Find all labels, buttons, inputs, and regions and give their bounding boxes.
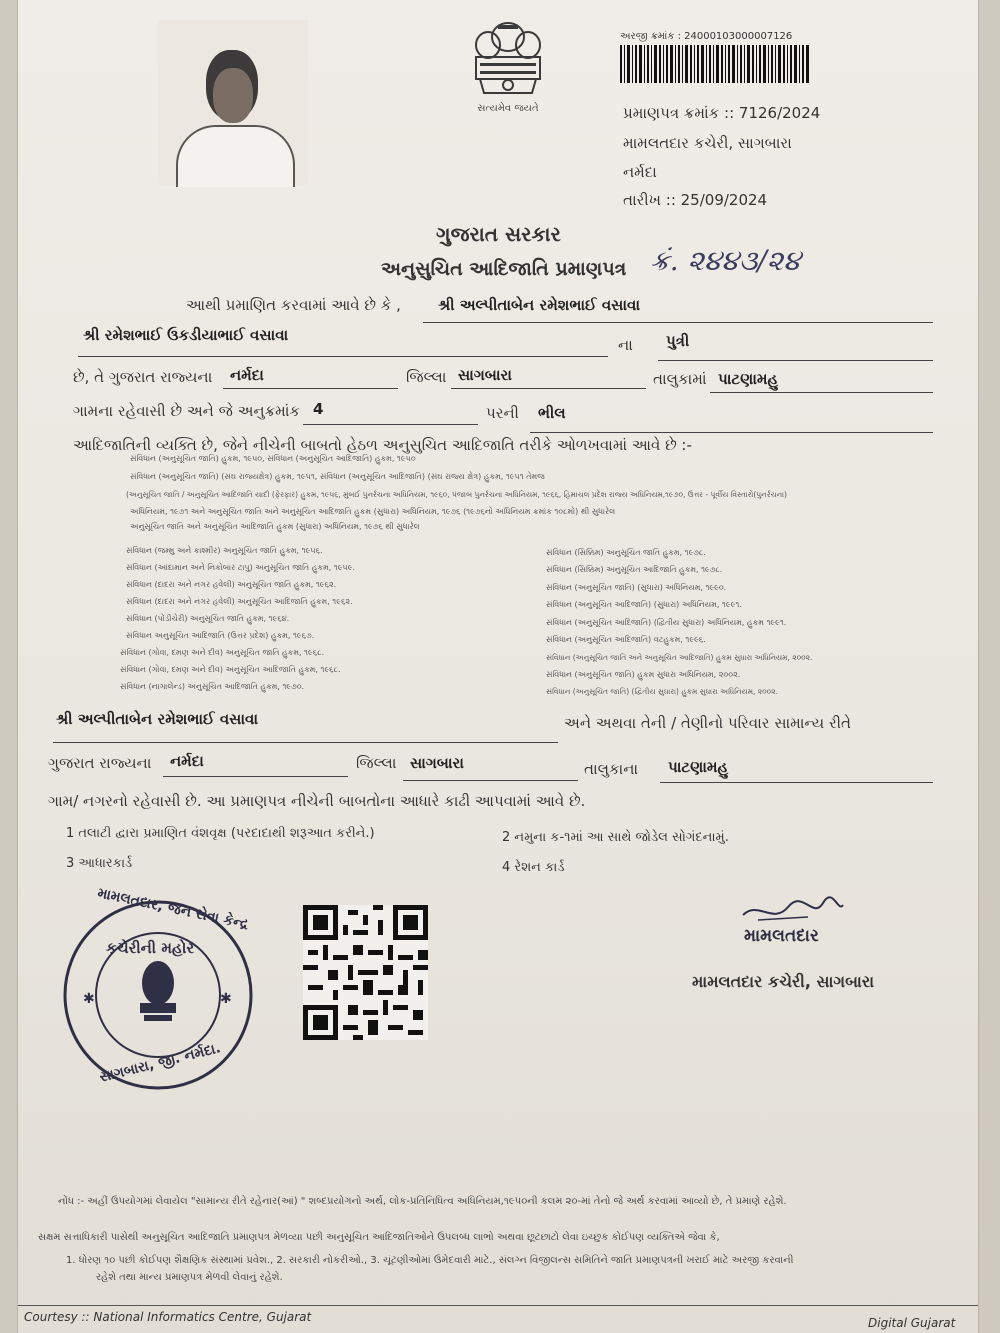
- order-left-item: સંવિધાન (દાદરા અને નગર હવેલી) અનુસૂચિત જાતિ હુકમ, ૧૯૬૨.: [126, 580, 337, 589]
- serial-number: 4: [313, 400, 324, 418]
- application-number: અરજી ક્રમાંક : 24000103000007126: [620, 31, 793, 42]
- order-left-item: સંવિધાન (ગોવા, દમણ અને દીવ) અનુસૂચિત જાતિ હુકમ, ૧૯૬૮.: [120, 648, 325, 657]
- note-line: રહેશે તથા માન્ય પ્રમાણપત્ર મેળવી લેવાનું રહેશે.: [96, 1272, 283, 1283]
- seal-inner-text: કચેરીની મહોર: [106, 939, 195, 957]
- par-label: પરની: [486, 404, 519, 422]
- order-left-item: સંવિધાન (જમ્મુ અને કાશ્મીર) અનુસૂચિત જાતિ હુકમ, ૧૯૫૬.: [126, 546, 323, 555]
- resident-text: ગામના રહેવાસી છે અને જે અનુક્રમાંક: [73, 402, 301, 420]
- lower-taluka-value: સાગબારા: [410, 754, 464, 772]
- applicant-photo: [158, 20, 308, 185]
- basis-item: 2 નમુના ક-૧માં આ સાથે જોડેલ સોગંદનામું.: [502, 830, 729, 845]
- qr-code: [303, 905, 428, 1040]
- barcode: [620, 45, 810, 83]
- order-line: (અનુસૂચિત જાતિ / અનુસૂચિત આદિજાતિ યાદી (ફેરફાર) હુકમ, ૧૯૫૬, મુંબઈ પુનર્રચના અધિનિયમ, ૧૯૬૦, પંજાબ પુનર્રચના અધિનિયમ, ૧૯૬૬, હિમાચલ પ્રદેશ રાજ્ય અધિનિયમ,૧૯૭૦, ઉત્તર - પૂર્વીય વિસ્તારો(પુનર્રચના): [126, 490, 787, 499]
- order-right-item: સંવિધાન (અનુસૂચિત આદિજાતિ) (સુધારા) અધિનિયમ, ૧૯૯૧.: [546, 600, 742, 609]
- order-right-item: સંવિધાન (અનુસૂચિત જાતિ) (સુધારા) અધિનિયમ, ૧૯૯૦.: [546, 583, 727, 592]
- state-prefix: છે, તે ગુજરાત રાજ્યના: [73, 368, 213, 386]
- family-text: અને અથવા તેની / તેણીનો પરિવાર સામાન્ય રીતે: [564, 714, 851, 732]
- issuing-office: મામલતદાર કચેરી, સાગબારા: [623, 134, 792, 152]
- lower-taluka-label: તાલુકાના: [584, 760, 639, 778]
- father-name: શ્રી રમેશભાઈ ઉકડીયાભાઈ વસાવા: [83, 326, 289, 344]
- order-left-item: સંવિધાન (આંદામાન અને નિકોબાર ટાપુ) અનુસૂચિત જાતિ હુકમ, ૧૯૫૯.: [126, 563, 356, 572]
- signatory-office: મામલતદાર કચેરી, સાગબારા: [692, 972, 875, 991]
- order-right-item: સંવિધાન (અનુસૂચિત આદિજાતિ) (દ્વિતીય સુધારા) અધિનિયમ, હુકમ ૧૯૯૧.: [546, 618, 787, 627]
- order-right-item: સંવિધાન (સિક્કિમ) અનુસૂચિત આદિજાતિ હુકમ, ૧૯૭૮.: [546, 565, 723, 574]
- signature-icon: [738, 895, 848, 930]
- footer-divider: [18, 1305, 978, 1306]
- certificate-number: પ્રમાણપત્ર ક્રમાંક :: 7126/2024: [623, 104, 821, 122]
- order-line: અધિનિયમ, ૧૯૭૧ અને અનુસૂચિત જાતિ અને અનુસૂચિત આદિજાતિ હુકમ (સુધારા) અધિનિયમ, ૧૯૭૬ (૧૯૭૬નો અધિનિયમ ક્રમાંક ૧૦૮મો) થી સુધારેલ: [130, 507, 616, 516]
- certificate-title: અનુસુચિત આદિજાતિ પ્રમાણપત્ર: [381, 258, 627, 280]
- lower-state-prefix: ગુજરાત રાજ્યના: [48, 754, 152, 772]
- tribe-value: ભીલ: [538, 404, 566, 422]
- basis-item: 4 રેશન કાર્ડ: [502, 860, 565, 875]
- note-line: નોંધ :- અહીં ઉપયોગમાં લેવાયેલ "સામાન્ય રીતે રહેનાર(આં) " શબ્દપ્રયોગનો અર્થ, લોક-પ્રતિનિધિત્વ અધિનિયમ,૧૯૫૦ની કલમ ૨૦-માં તેનો જે અર્થ કરવામાં આવ્યો છે, તે પ્રમાણે રહેશે.: [58, 1196, 787, 1207]
- digital-gujarat-text: Digital Gujarat: [868, 1316, 956, 1330]
- order-left-item: સંવિધાન (પોંડીચેરી) અનુસૂચિત જાતિ હુકમ, ૧૯૬૪.: [126, 614, 290, 623]
- village-value: પાટણામહુ: [718, 370, 779, 388]
- lower-district-label: જિલ્લા: [356, 754, 397, 772]
- official-seal: [58, 885, 258, 1095]
- order-left-item: સંવિધાન અનુસૂચિત આદિજાતિ (ઉત્તર પ્રદેશ) હુકમ, ૧૯૬૭.: [126, 631, 315, 640]
- order-right-item: સંવિધાન (અનુસૂચિત જાતિ) હુકમ સુધારા અધિનિયમ, ૨૦૦૨.: [546, 670, 741, 679]
- order-left-item: સંવિધાન (નાગાલેન્ડ) અનુસૂચિત આદિજાતિ હુકમ, ૧૯૭૦.: [120, 682, 305, 691]
- declaration-text: આદિજાતિની વ્યક્તિ છે, જેને નીચેની બાબતો હેઠળ અનુસુચિત આદિજાતિ તરીકે ઓળખવામાં આવે છે :-: [73, 436, 692, 454]
- lower-village-value: પાટણામહુ: [668, 758, 729, 776]
- emblem-caption: સત્યમેવ જયતે: [477, 103, 539, 114]
- order-right-item: સંવિધાન (સિક્કિમ) અનુસૂચિત જાતિ હુકમ, ૧૯૭૮.: [546, 548, 706, 557]
- svg-text:✱: ✱: [83, 991, 95, 1007]
- taluka-value: સાગબારા: [458, 366, 512, 384]
- applicant-name: શ્રી અલ્પીતાબેન રમેશભાઈ વસાવા: [438, 296, 641, 314]
- signatory-designation: મામલતદાર: [744, 926, 819, 946]
- issue-date: તારીખ :: 25/09/2024: [623, 191, 768, 209]
- relation: પુત્રી: [666, 332, 690, 350]
- certificate-page: [18, 0, 978, 1333]
- basis-text: ગામ/ નગરનો રહેવાસી છે. આ પ્રમાણપત્ર નીચેની બાબતોના આધારે કાઢી આપવામાં આવે છે.: [48, 792, 586, 810]
- order-line: સંવિધાન (અનુસૂચિત જાતિ) (સંઘ રાજ્યક્ષેત્ર) હુકમ, ૧૯૫૧, સંવિધાન (અનુસૂચિત આદિજાતિ) (સંઘ રાજ્ય ક્ષેત્ર) હુકમ, ૧૯૫૧ તેમજ: [130, 472, 545, 481]
- issuing-district: નર્મદા: [623, 163, 657, 181]
- seal-bottom-text: સાગબારા, જી. નર્મદા.: [97, 1040, 223, 1086]
- government-title: ગુજરાત સરકાર: [436, 222, 561, 246]
- note-line: 1. ધોરણ ૧૦ પછી કોઈપણ શૈક્ષણિક સંસ્થામાં પ્રવેશ., 2. સરકારી નોકરીઓ., 3. ચૂંટણીઓમાં ઉમેદવારી માટે., સંલગ્ન વિજીલન્સ સમિતિને જાતિ પ્રમાણપત્રની ખરાઈ માટે અરજી કરવાની: [66, 1255, 794, 1266]
- taluka-label: તાલુકામાં: [653, 370, 707, 388]
- basis-item: 3 આધારકાર્ડ: [66, 856, 133, 871]
- order-right-item: સંવિધાન (અનુસૂચિત જાતિ) (દ્વિતીય સુધારા) હુકમ સુધારા અધિનિયમ, ૨૦૦૨.: [546, 687, 778, 696]
- basis-item: 1 તલાટી દ્વારા પ્રમાણિત વંશવૃક્ષ (પરદાદાથી શરૂઆત કરીને.): [66, 826, 375, 841]
- order-line: સંવિધાન (અનુસૂચિત જાતિ) હુકમ, ૧૯૫૦, સંવિધાન (અનુસૂચિત આદિજાતિ) હુકમ, ૧૯૫૦: [130, 454, 416, 463]
- note-line: સક્ષમ સત્તાધિકારી પાસેથી અનુસૂચિત આદિજાતિ પ્રમાણપત્ર મેળવ્યા પછી અનુસૂચિત આદિજાતિઓને ઉપલબ્ધ લાભો અથવા છૂટછાટો લેવા ઇચ્છુક કોઈપણ વ્યક્તિએ જેવા કે,: [38, 1232, 720, 1243]
- order-right-item: સંવિધાન (અનુસૂચિત જાતિ અને અનુસૂચિત આદિજાતિ) હુકમ સુધારા અધિનિયમ, ૨૦૦૨.: [546, 653, 813, 662]
- courtesy-text: Courtesy :: National Informatics Centre, Gujarat: [24, 1310, 312, 1324]
- handwritten-number: ક્રં. ૨૪૪૩/૨૪: [650, 244, 801, 277]
- district-value: નર્મદા: [230, 366, 264, 384]
- seal-text: મામલતદાર, જન સેવા કેન્દ્ર: [96, 885, 250, 933]
- svg-text:✱: ✱: [220, 991, 232, 1007]
- lower-district-value: નર્મદા: [170, 752, 204, 770]
- order-line: અનુસૂચિત જાતિ અને અનુસૂચિત આદિજાતિ હુકમ (સુધારા) અધિનિયમ, ૧૯૭૬ થી સુધારેલ: [130, 522, 420, 531]
- intro-text: આથી પ્રમાણિત કરવામાં આવે છે કે ,: [186, 296, 401, 314]
- na-label: ના: [618, 336, 633, 354]
- district-label: જિલ્લા: [406, 368, 447, 386]
- order-right-item: સંવિધાન (અનુસૂચિત આદિજાતિ) વટહુકમ, ૧૯૯૬.: [546, 635, 706, 644]
- applicant-name-repeat: શ્રી અલ્પીતાબેન રમેશભાઈ વસાવા: [56, 710, 259, 728]
- order-left-item: સંવિધાન (ગોવા, દમણ અને દીવ) અનુસૂચિત આદિજાતિ હુકમ, ૧૯૬૮.: [120, 665, 341, 674]
- order-left-item: સંવિધાન (દાદરા અને નગર હવેલી) અનુસૂચિત આદિજાતિ હુકમ, ૧૯૬૨.: [126, 597, 353, 606]
